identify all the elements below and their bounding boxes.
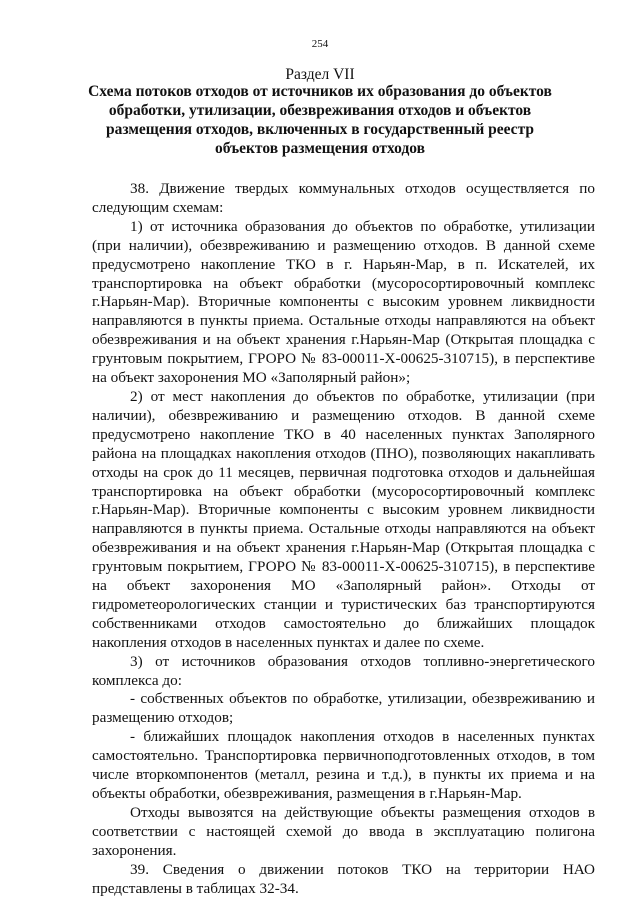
- section-label: Раздел VII: [285, 66, 355, 83]
- paragraph-scheme-3: 3) от источников образования отходов топливно-энергетического комплекса до:: [92, 652, 595, 689]
- page-number: 254: [311, 38, 329, 50]
- paragraph-scheme-3-item-nearest-sites: - ближайших площадок накопления отходов в населенных пунктах самостоятельно. Транспортировка первичноподготовленных отходов, в том числе вторкомпонентов (металл, резина и т.д.), в пункты их приема и на объекты обработки, обезвреживания, размещения в г.Нарьян-Мар.: [92, 728, 595, 802]
- section-title: Схема потоков отходов от источников их образования до объектов обработки, утилизации, обезвреживания отходов и объектов размещения отходов, включенных в государственный реестр объектов размещения отходов: [88, 83, 552, 157]
- paragraph-39: 39. Сведения о движении потоков ТКО на территории НАО представлены в таблицах 32-34.: [92, 860, 595, 897]
- paragraph-waste-removal: Отходы вывозятся на действующие объекты размещения отходов в соответствии с настоящей схемой до ввода в эксплуатацию полигона захоронения.: [92, 803, 595, 859]
- paragraph-38-intro: 38. Движение твердых коммунальных отходов осуществляется по следующим схемам:: [92, 180, 595, 216]
- paragraph-scheme-1: 1) от источника образования до объектов по обработке, утилизации (при наличии), обезвреживанию и размещению отходов. В данной схеме предусмотрено накопление ТКО в г. Нарьян-Мар, в п. Искателей, их транспортировка на объект обработки (мусоросортировочный комплекс г.Нарьян-Мар). Вторичные компоненты с высоким уровнем ликвидности направляются в пункты приема. Остальные отходы направляются на объект обезвреживания и на объект хранения г.Нарьян-Мар (Открытая площадка с грунтовым покрытием, ГРОРО № 83-00011-Х-00625-310715), в перспективе на объект захоронения МО «Заполярный район»;: [92, 217, 595, 387]
- paragraph-scheme-3-item-own-facilities: - собственных объектов по обработке, утилизации, обезвреживанию и размещению отходов;: [92, 690, 595, 727]
- paragraph-scheme-2: 2) от мест накопления до объектов по обработке, утилизации (при наличии), обезвреживанию и размещению отходов. В данной схеме предусмотрено накопление ТКО в 40 населенных пунктах Заполярного района на площадках накопления отходов (ПНО), позволяющих накапливать отходы на срок до 11 месяцев, первичная подготовка отходов и дальнейшая транспортировка на объект обработки (мусоросортировочный комплекс г.Нарьян-Мар). Вторичные компоненты с высоким уровнем ликвидности направляются в пункты приема. Остальные отходы направляются на объект обезвреживания и на объект хранения г.Нарьян-Мар (Открытая площадка с грунтовым покрытием, ГРОРО № 83-00011-Х-00625-310715), в перспективе на объект захоронения МО «Заполярный район». Отходы от гидрометеорологических станции и туристических баз транспортируются собственниками отходов самостоятельно до ближайших площадок накопления отходов в населенных пунктах и далее по схеме.: [92, 387, 595, 651]
- body-text: [92, 180, 595, 898]
